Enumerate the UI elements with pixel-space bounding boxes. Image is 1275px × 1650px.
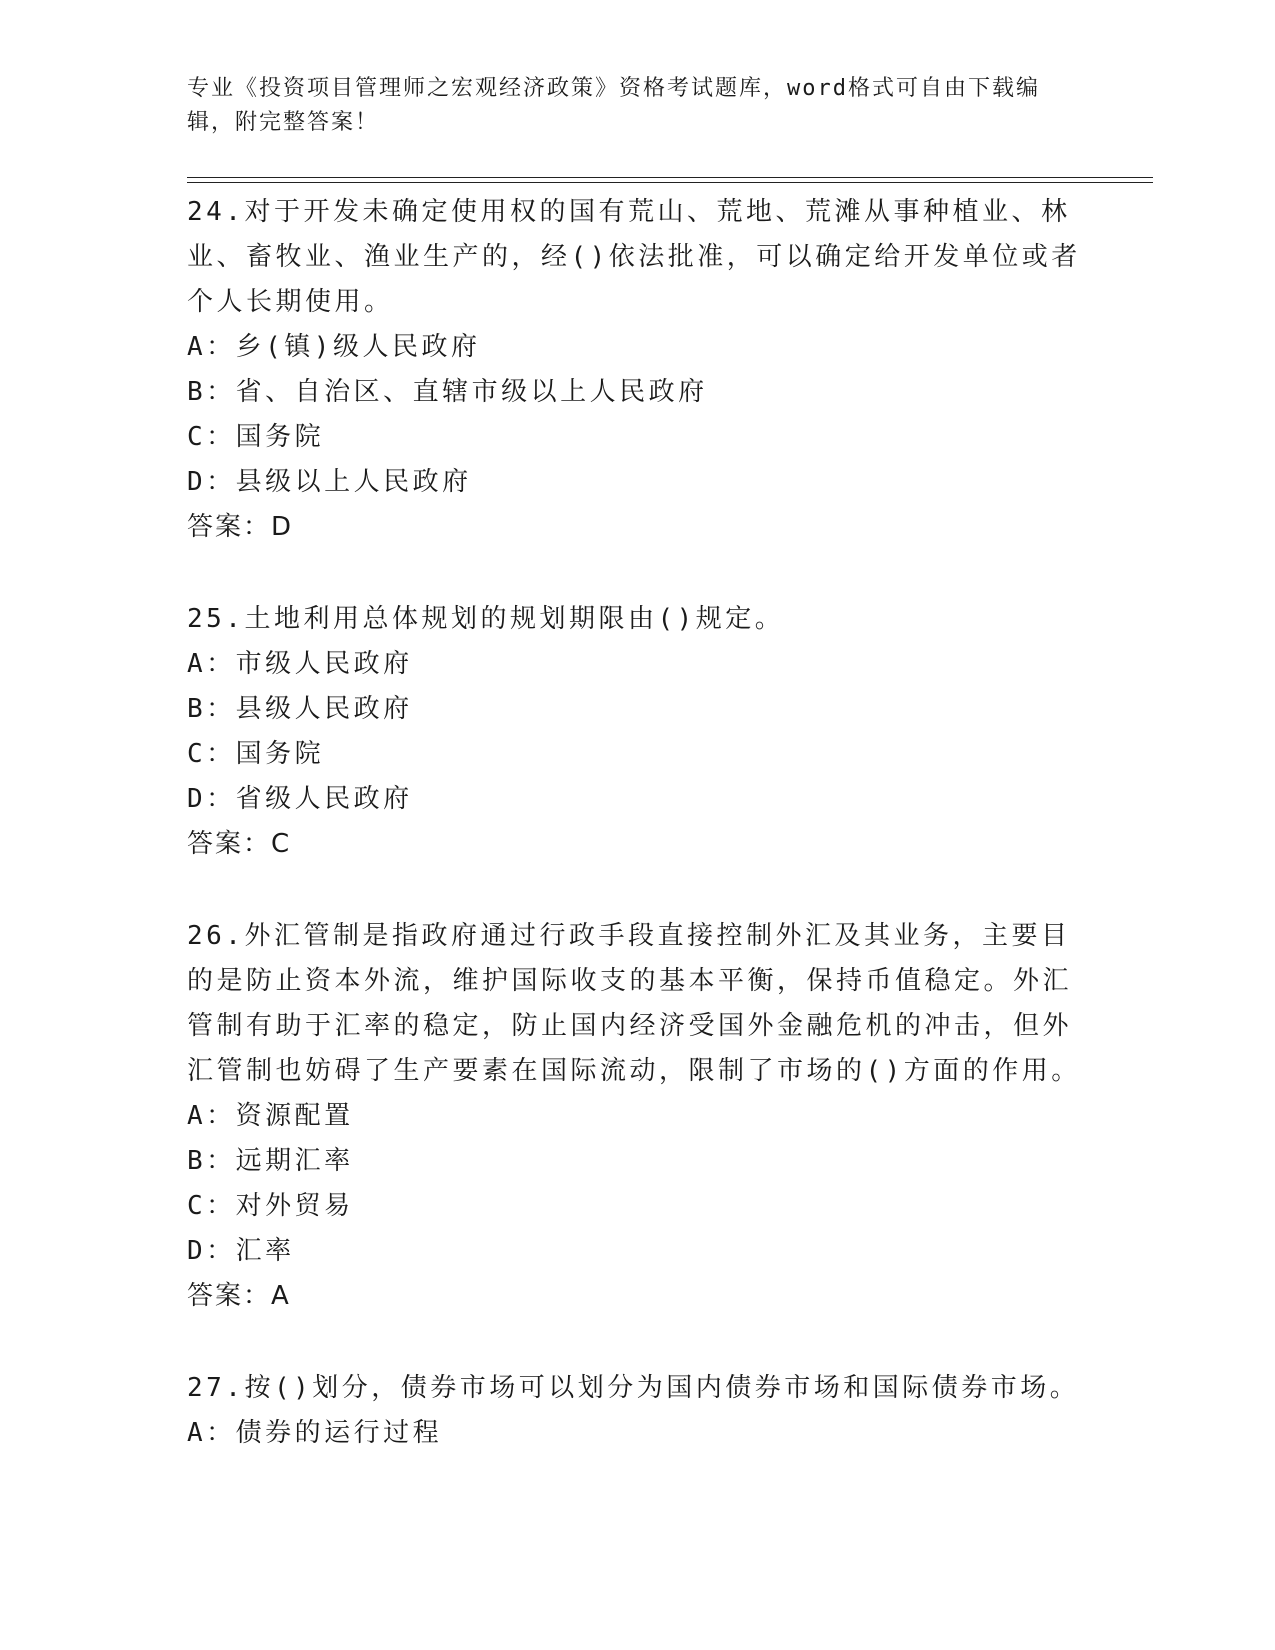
option-d: D：汇率	[187, 1236, 295, 1266]
option-c: C：对外贸易	[187, 1191, 354, 1221]
option-a: A：市级人民政府	[187, 649, 413, 679]
question-stem: 25.土地利用总体规划的规划期限由()规定。	[187, 604, 785, 634]
question-stem: 27.按()划分，债券市场可以划分为国内债券市场和国际债券市场。	[187, 1373, 1080, 1403]
question-24	[187, 190, 1087, 550]
answer-line: 答案：D	[187, 512, 294, 542]
question-26	[187, 914, 1087, 1319]
question-list	[187, 190, 1087, 1503]
option-d: D：省级人民政府	[187, 784, 413, 814]
question-25	[187, 597, 1087, 867]
question-stem: 24.对于开发未确定使用权的国有荒山、荒地、荒滩从事种植业、林业、畜牧业、渔业生产的，经()依法批准，可以确定给开发单位或者个人长期使用。	[187, 197, 1081, 317]
answer-line: 答案：C	[187, 829, 292, 859]
option-a: A：乡(镇)级人民政府	[187, 332, 481, 362]
document-header	[187, 72, 1067, 140]
option-b: B：省、自治区、直辖市级以上人民政府	[187, 377, 708, 407]
option-b: B：县级人民政府	[187, 694, 413, 724]
option-c: C：国务院	[187, 739, 325, 769]
header-divider-top	[187, 177, 1153, 178]
option-a: A：债券的运行过程	[187, 1418, 443, 1448]
option-d: D：县级以上人民政府	[187, 467, 472, 497]
option-c: C：国务院	[187, 422, 325, 452]
question-stem: 26.外汇管制是指政府通过行政手段直接控制外汇及其业务，主要目的是防止资本外流，维护国际收支的基本平衡，保持币值稳定。外汇管制有助于汇率的稳定，防止国内经济受国外金融危机的冲击，但外汇管制也妨碍了生产要素在国际流动，限制了市场的()方面的作用。	[187, 921, 1081, 1086]
answer-line: 答案：A	[187, 1281, 291, 1311]
option-b: B：远期汇率	[187, 1146, 354, 1176]
header-divider-bottom	[187, 182, 1153, 183]
header-intro-text: 专业《投资项目管理师之宏观经济政策》资格考试题库，word格式可自由下载编辑，附完整答案！	[187, 76, 1040, 135]
question-27	[187, 1366, 1087, 1456]
option-a: A：资源配置	[187, 1101, 354, 1131]
